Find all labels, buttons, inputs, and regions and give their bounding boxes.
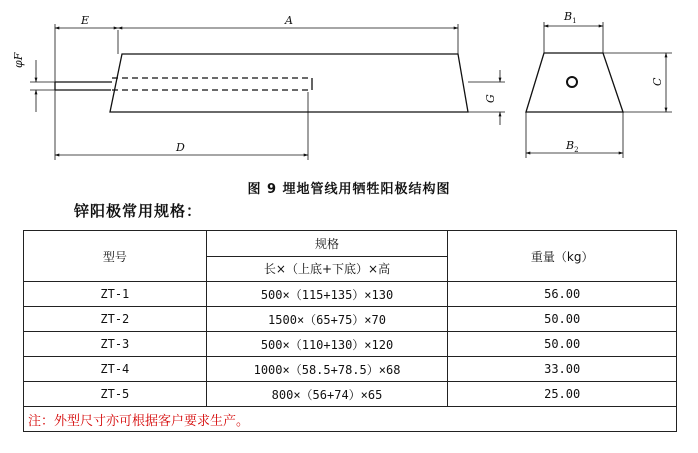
label-a: A: [285, 14, 293, 27]
cell-spec: 500×（110+130）×120: [206, 332, 448, 357]
cell-weight: 50.00: [448, 307, 677, 332]
side-view: [55, 54, 468, 112]
cell-weight: 50.00: [448, 332, 677, 357]
table-row: [24, 382, 677, 407]
cell-weight: 25.00: [448, 382, 677, 407]
end-view-outline: [526, 53, 623, 112]
header-spec: 规格: [206, 231, 448, 257]
cell-weight: 33.00: [448, 357, 677, 382]
cell-model: ZT-3: [24, 332, 207, 357]
cell-model: ZT-5: [24, 382, 207, 407]
spec-table: [23, 230, 677, 432]
table-note-row: [24, 407, 677, 432]
cell-spec: 1000×（58.5+78.5）×68: [206, 357, 448, 382]
label-f: φF: [12, 52, 25, 68]
cell-spec: 500×（115+135）×130: [206, 282, 448, 307]
cell-model: ZT-4: [24, 357, 207, 382]
cell-weight: 56.00: [448, 282, 677, 307]
label-e: E: [81, 14, 90, 27]
header-weight: 重量（kg）: [448, 231, 677, 282]
anode-structure-drawing: [0, 0, 698, 200]
section-subtitle: 锌阳极常用规格：: [74, 202, 203, 220]
cell-model: ZT-1: [24, 282, 207, 307]
anode-body-outline: [110, 54, 468, 112]
end-view: [526, 53, 623, 112]
figure-caption: 图 9 埋地管线用牺牲阳极结构图: [247, 182, 451, 197]
header-spec-formula: 长×（上底+下底）×高: [206, 256, 448, 282]
cell-spec: 800×（56+74）×65: [206, 382, 448, 407]
table-row: [24, 307, 677, 332]
cell-model: ZT-2: [24, 307, 207, 332]
table-note: 注：外型尺寸亦可根据客户要求生产。: [24, 407, 677, 432]
table-row: [24, 332, 677, 357]
label-c: C: [651, 77, 664, 86]
table-row: [24, 282, 677, 307]
label-b2: $B_2$: [566, 139, 579, 154]
header-model: 型号: [24, 231, 207, 282]
core-hole: [567, 77, 577, 87]
cell-spec: 1500×（65+75）×70: [206, 307, 448, 332]
table-header-row: [24, 231, 677, 257]
label-g: G: [484, 94, 497, 103]
table-row: [24, 357, 677, 382]
label-b1: $B_1$: [564, 10, 577, 25]
label-d: D: [176, 141, 185, 154]
